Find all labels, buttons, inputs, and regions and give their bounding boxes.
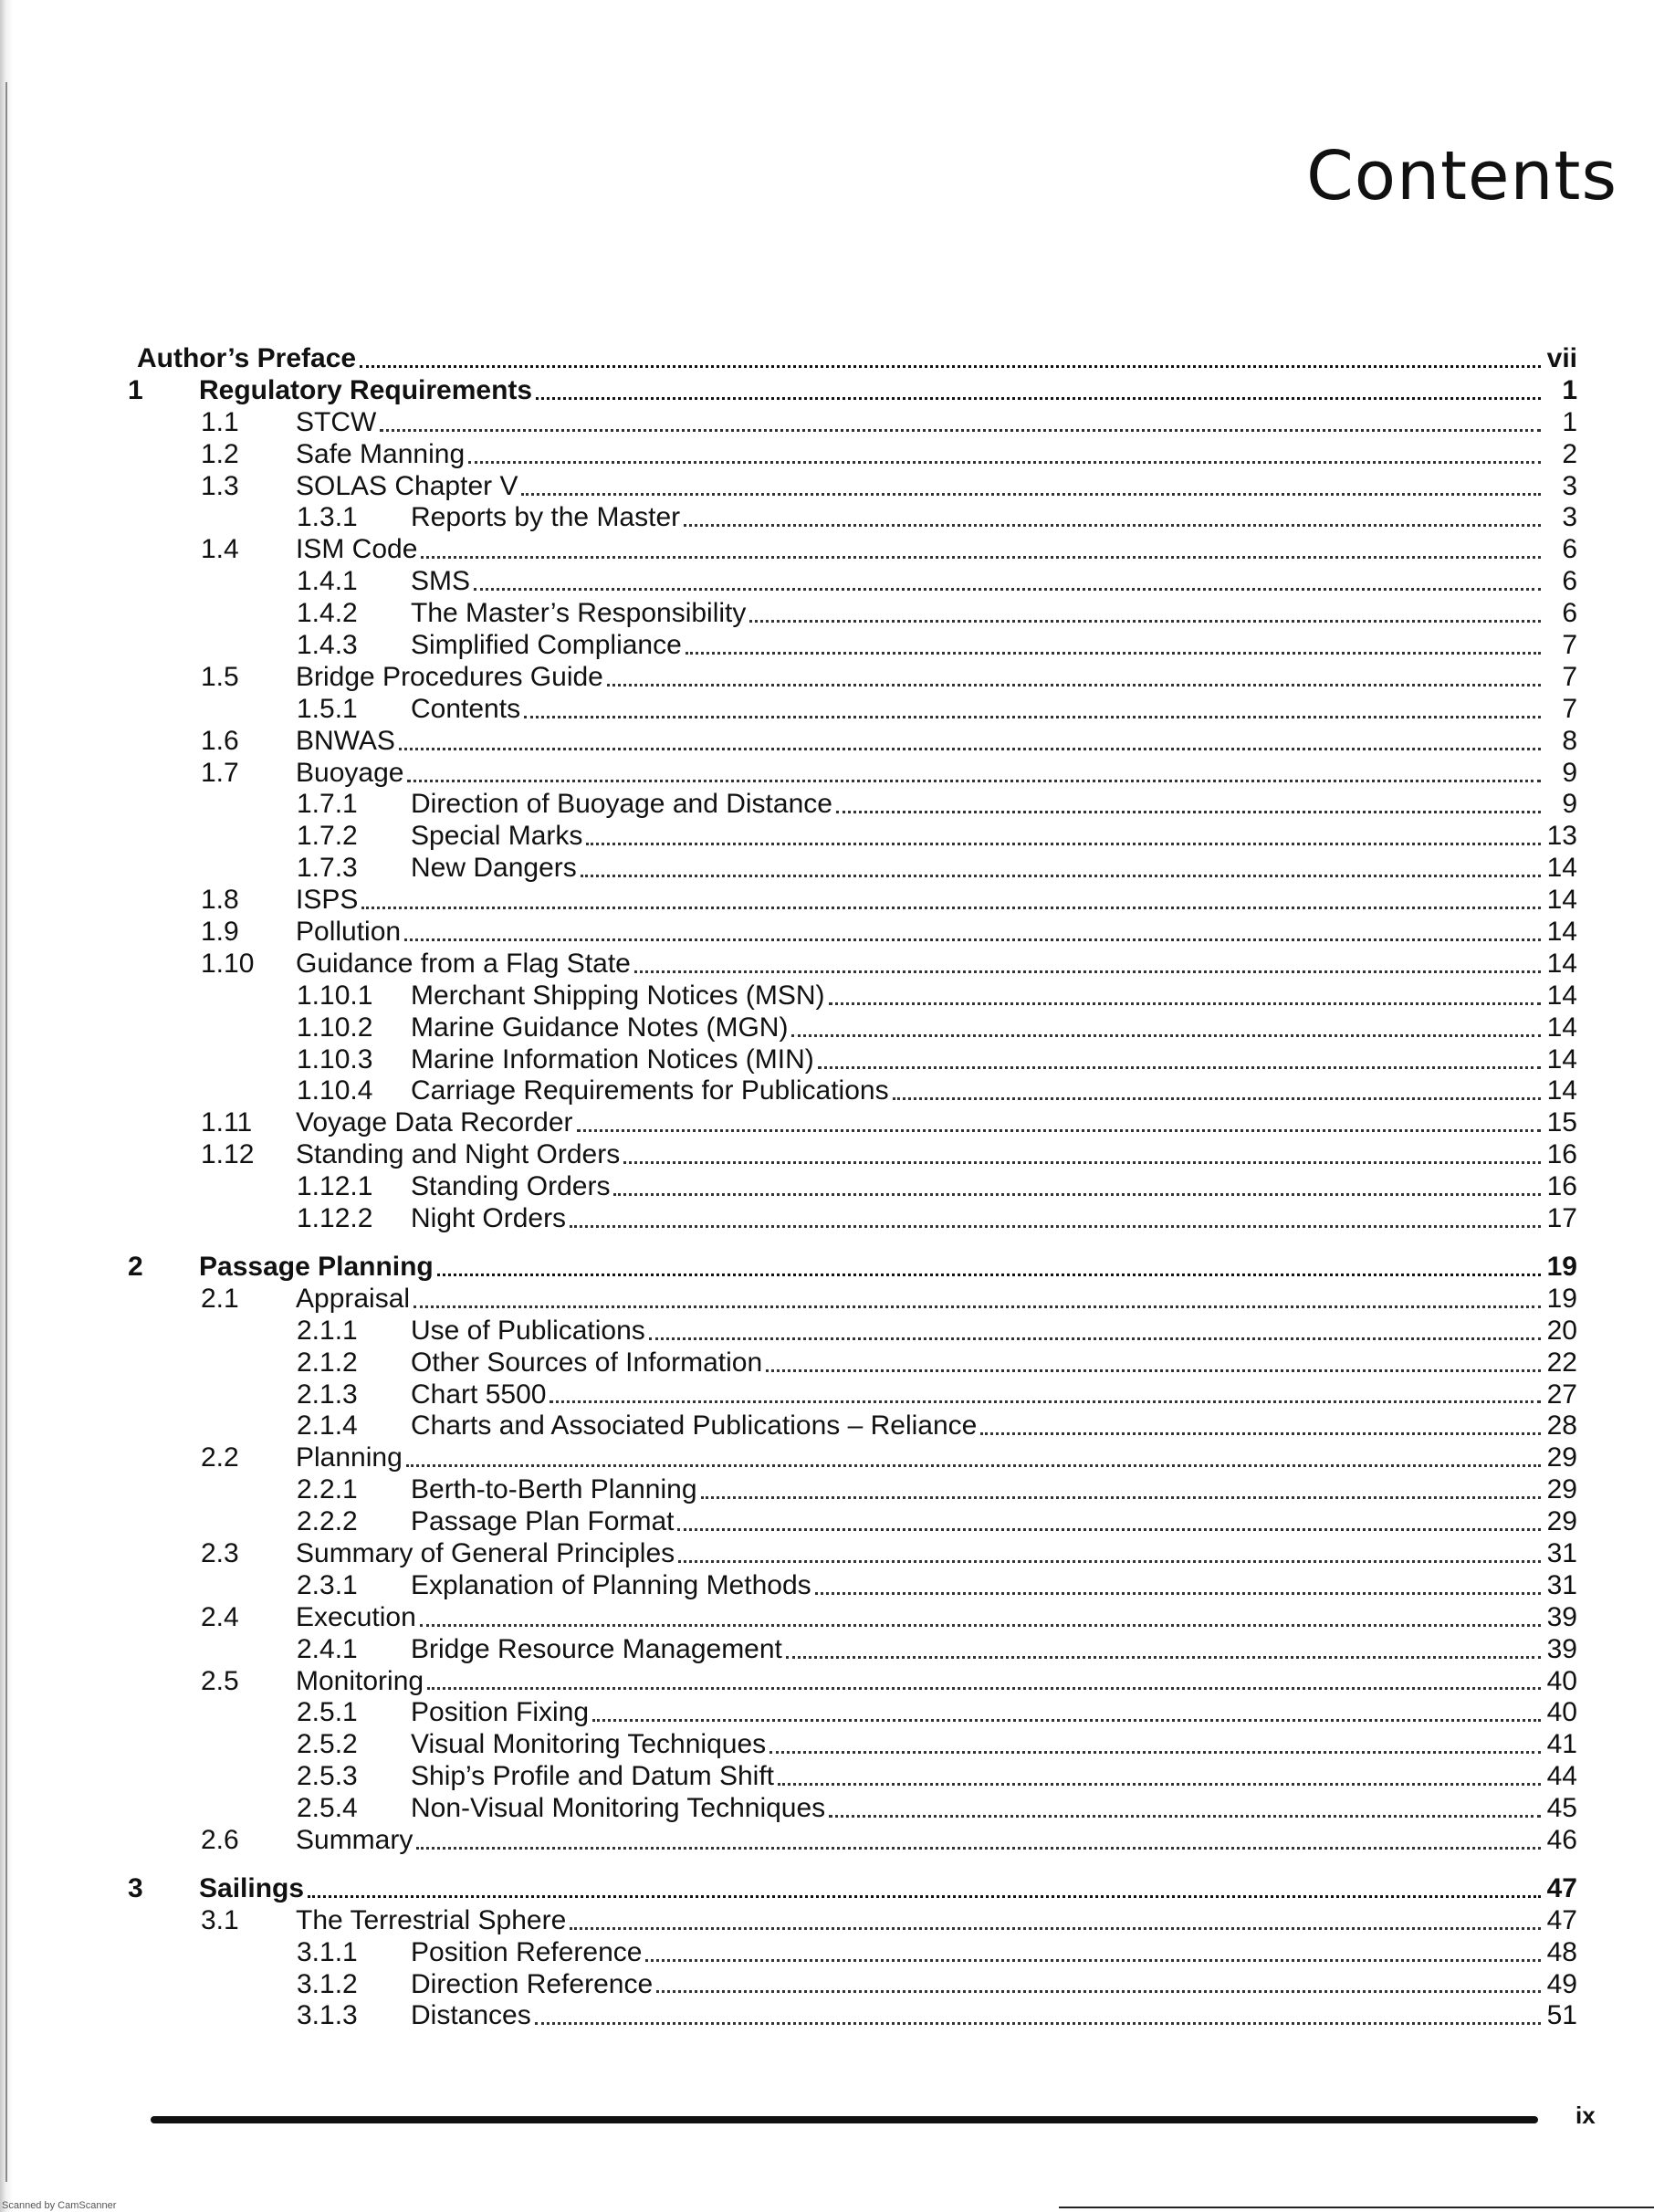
toc-entry-row[interactable] [137, 1442, 1577, 1474]
toc-entry-number: 2.2.1 [297, 1474, 358, 1505]
toc-entry-row[interactable] [137, 1506, 1577, 1538]
toc-entry-number: 1.7.3 [297, 853, 358, 884]
toc-entry-number: 3.1.1 [297, 1936, 358, 1967]
toc-entry-title: Night Orders [411, 1203, 567, 1234]
toc-entry-page: 39 [1546, 1633, 1577, 1664]
toc-entry-title: Reports by the Master [411, 502, 681, 533]
toc-entry-row[interactable] [137, 439, 1577, 471]
toc-entry-page: 40 [1546, 1665, 1577, 1696]
toc-dot-leader [536, 397, 1541, 400]
toc-dot-leader [684, 524, 1541, 527]
toc-entry-number: 2.3.1 [297, 1569, 358, 1600]
toc-entry-row[interactable] [137, 821, 1577, 853]
toc-entry-number: 2.1.1 [297, 1315, 358, 1346]
toc-entry-title: Appraisal [296, 1283, 411, 1314]
toc-entry-number: 1.4 [201, 534, 239, 565]
toc-entry-row[interactable] [137, 662, 1577, 694]
toc-entry-title: Author’s Preface [137, 343, 357, 373]
toc-dot-leader [474, 588, 1541, 591]
toc-entry-row[interactable] [137, 1107, 1577, 1139]
toc-entry-row[interactable] [137, 917, 1577, 949]
toc-entry-row[interactable] [137, 853, 1577, 885]
toc-entry-row[interactable] [137, 949, 1577, 980]
toc-entry-number: 1.3.1 [297, 502, 358, 533]
toc-entry-title: Merchant Shipping Notices (MSN) [411, 980, 825, 1011]
toc-entry-page: 3 [1562, 470, 1577, 501]
toc-dot-leader [791, 1034, 1541, 1037]
toc-entry-number: 1.11 [201, 1107, 253, 1138]
toc-entry-title: Pollution [296, 917, 402, 948]
toc-entry-title: Summary of General Principles [296, 1537, 675, 1568]
toc-entry-number: 1.8 [201, 885, 239, 916]
toc-dot-leader [836, 811, 1541, 813]
toc-chapter-row[interactable] [128, 1872, 1577, 1905]
toc-dot-leader [623, 1161, 1541, 1164]
toc-dot-leader [570, 1927, 1541, 1930]
toc-entry-number: 1.5 [201, 661, 239, 692]
toc-entry-page: 6 [1562, 566, 1577, 597]
toc-dot-leader [678, 1560, 1541, 1563]
toc-entry-page: 51 [1546, 2000, 1577, 2031]
toc-entry-row[interactable] [137, 1793, 1577, 1825]
toc-entry-page: 19 [1546, 1283, 1577, 1314]
toc-entry-row[interactable] [137, 1634, 1577, 1666]
toc-entry-number: 1.2 [201, 438, 239, 469]
toc-entry-page: 9 [1562, 789, 1577, 820]
toc-entry-title: Direction Reference [411, 1968, 654, 1999]
toc-dot-leader [786, 1656, 1541, 1659]
toc-entry-page: 3 [1562, 502, 1577, 533]
scan-bottom-rule [1059, 2207, 1654, 2208]
toc-entry-title: Passage Planning [199, 1251, 434, 1282]
toc-dot-leader [570, 1225, 1541, 1228]
toc-entry-number: 2.5 [201, 1665, 239, 1696]
toc-dot-leader [581, 875, 1541, 877]
toc-entry-page: 14 [1546, 917, 1577, 948]
toc-dot-leader [380, 429, 1541, 432]
toc-entry-number: 1.7 [201, 757, 239, 788]
toc-entry-number: 1.10.2 [297, 1012, 373, 1043]
toc-entry-row[interactable] [137, 1012, 1577, 1044]
toc-entry-page: 6 [1562, 534, 1577, 565]
scanner-mark: Scanned by CamScanner [2, 2200, 117, 2211]
toc-entry-page: 7 [1562, 661, 1577, 692]
toc-dot-leader [550, 1400, 1541, 1403]
toc-dot-leader [645, 1959, 1541, 1962]
toc-entry-number: 2.2 [201, 1442, 239, 1473]
toc-entry-title: Marine Information Notices (MIN) [411, 1043, 814, 1075]
toc-entry-page: 45 [1546, 1793, 1577, 1824]
toc-entry-row[interactable] [137, 598, 1577, 630]
toc-entry-title: Chart 5500 [411, 1379, 547, 1410]
toc-gap [137, 1857, 1577, 1873]
toc-entry-number: 1.7.1 [297, 789, 358, 820]
toc-entry-page: 19 [1546, 1251, 1577, 1282]
toc-chapter-row[interactable] [128, 374, 1577, 407]
toc-entry-number: 2 [128, 1251, 143, 1282]
toc-entry-number: 2.4 [201, 1601, 239, 1632]
toc-entry-row[interactable] [137, 1937, 1577, 1969]
toc-entry-row[interactable] [137, 726, 1577, 758]
toc-entry-number: 2.3 [201, 1537, 239, 1568]
toc-dot-leader [360, 365, 1541, 368]
toc-entry-title: Regulatory Requirements [199, 374, 533, 405]
toc-entry-row[interactable] [137, 1139, 1577, 1171]
toc-entry-row[interactable] [137, 407, 1577, 439]
toc-entry-number: 3.1 [201, 1904, 239, 1935]
toc-entry-row[interactable] [137, 1474, 1577, 1506]
toc-entry-page: 40 [1546, 1697, 1577, 1728]
toc-entry-title: Bridge Resource Management [411, 1633, 782, 1664]
toc-entry-page: 17 [1546, 1203, 1577, 1234]
toc-entry-title: Special Marks [411, 821, 583, 852]
toc-entry-number: 1.3 [201, 470, 239, 501]
toc-entry-number: 1.10 [201, 948, 255, 979]
toc-dot-leader [778, 1783, 1541, 1786]
scan-edge [0, 0, 13, 2212]
toc-entry-page: 7 [1562, 630, 1577, 661]
toc-entry-number: 2.4.1 [297, 1633, 358, 1664]
toc-entry-title: Position Reference [411, 1936, 643, 1967]
toc-dot-leader [686, 652, 1541, 655]
toc-entry-number: 1.6 [201, 725, 239, 756]
toc-entry-row[interactable] [137, 1203, 1577, 1235]
toc-entry-row[interactable] [137, 1044, 1577, 1076]
toc-entry-row[interactable] [137, 1666, 1577, 1698]
toc-entry-row[interactable] [137, 980, 1577, 1012]
toc-entry-title: Charts and Associated Publications – Reliance [411, 1410, 978, 1441]
toc-dot-leader [607, 684, 1541, 687]
toc-dot-leader [749, 620, 1541, 623]
toc-dot-leader [427, 1687, 1541, 1690]
toc-entry-page: 22 [1546, 1347, 1577, 1378]
toc-entry-title: Simplified Compliance [411, 630, 682, 661]
toc-dot-leader [815, 1592, 1541, 1595]
toc-entry-number: 3.1.3 [297, 2000, 358, 2031]
toc-dot-leader [420, 1624, 1541, 1627]
toc-entry-title: Use of Publications [411, 1315, 645, 1346]
toc-entry-number: 1.12.2 [297, 1203, 373, 1234]
toc-entry-title: Execution [296, 1601, 416, 1632]
toc-entry-title: Berth-to-Berth Planning [411, 1474, 697, 1505]
toc-dot-leader [407, 780, 1541, 782]
toc-entry-row[interactable] [137, 1075, 1577, 1107]
toc-entry-number: 1.7.2 [297, 821, 358, 852]
toc-entry-page: 6 [1562, 598, 1577, 629]
toc-entry-page: 2 [1562, 438, 1577, 469]
toc-entry-number: 2.1 [201, 1283, 239, 1314]
toc-entry-page: 20 [1546, 1315, 1577, 1346]
toc-entry-row[interactable] [137, 471, 1577, 503]
toc-entry-title: New Dangers [411, 853, 577, 884]
toc-entry-row[interactable] [137, 2000, 1577, 2032]
toc-dot-leader [829, 1815, 1541, 1818]
toc-entry-title: Carriage Requirements for Publications [411, 1075, 889, 1106]
toc-entry-page: 14 [1546, 1075, 1577, 1106]
toc-entry-row[interactable] [137, 630, 1577, 662]
toc-dot-leader [521, 493, 1541, 496]
toc-entry-title: SMS [411, 566, 471, 597]
toc-entry-row[interactable] [137, 694, 1577, 726]
toc-entry-page: vii [1546, 343, 1577, 373]
toc-entry-title: Other Sources of Information [411, 1347, 763, 1378]
scan-edge-line [5, 82, 7, 2182]
toc-entry-number: 1.1 [201, 406, 239, 437]
toc-entry-page: 14 [1546, 980, 1577, 1011]
toc-dot-leader [613, 1193, 1541, 1196]
toc-entry-page: 41 [1546, 1729, 1577, 1760]
toc-entry-number: 1.10.3 [297, 1043, 373, 1075]
toc-entry-page: 29 [1546, 1506, 1577, 1537]
toc-entry-row[interactable] [137, 1316, 1577, 1347]
toc-entry-number: 2.2.2 [297, 1506, 358, 1537]
toc-entry-title: BNWAS [296, 725, 395, 756]
toc-dot-leader [416, 1847, 1541, 1850]
toc-entry-page: 48 [1546, 1936, 1577, 1967]
toc-dot-leader [437, 1274, 1541, 1276]
toc-entry-number: 2.1.2 [297, 1347, 358, 1378]
toc-dot-leader [677, 1528, 1541, 1531]
toc-entry-row[interactable] [137, 1761, 1577, 1793]
toc-entry-page: 14 [1546, 1012, 1577, 1043]
toc-entry-title: STCW [296, 406, 377, 437]
toc-entry-title: Buoyage [296, 757, 404, 788]
toc-entry-page: 29 [1546, 1474, 1577, 1505]
toc-entry-row[interactable] [137, 1570, 1577, 1602]
toc-entry-row[interactable] [137, 1697, 1577, 1729]
toc-entry-page: 8 [1562, 725, 1577, 756]
toc-entry-page: 14 [1546, 885, 1577, 916]
toc-entry-number: 2.1.3 [297, 1379, 358, 1410]
toc-dot-leader [893, 1097, 1541, 1100]
toc-entry-page: 39 [1546, 1601, 1577, 1632]
toc-entry-title: The Terrestrial Sphere [296, 1904, 567, 1935]
toc-entry-number: 1.9 [201, 917, 239, 948]
toc-entry-page: 46 [1546, 1824, 1577, 1855]
toc-entry-title: Bridge Procedures Guide [296, 661, 603, 692]
toc-entry-page: 47 [1546, 1904, 1577, 1935]
toc-dot-leader [468, 461, 1541, 464]
toc-dot-leader [421, 556, 1541, 559]
toc-entry-number: 3 [128, 1872, 143, 1903]
toc-dot-leader [656, 1990, 1541, 1993]
toc-chapter-row[interactable] [128, 1251, 1577, 1284]
toc-entry-row[interactable] [137, 1602, 1577, 1634]
toc-chapter-row[interactable] [137, 343, 1577, 375]
toc-entry-row[interactable] [137, 885, 1577, 917]
toc-entry-title: Visual Monitoring Techniques [411, 1729, 767, 1760]
toc-entry-row[interactable] [137, 534, 1577, 566]
toc-entry-title: Summary [296, 1824, 414, 1855]
toc-entry-page: 16 [1546, 1171, 1577, 1202]
toc-entry-page: 16 [1546, 1139, 1577, 1170]
toc-entry-title: Direction of Buoyage and Distance [411, 789, 832, 820]
toc-dot-leader [592, 1719, 1541, 1722]
toc-entry-title: Voyage Data Recorder [296, 1107, 573, 1138]
toc-dot-leader [769, 1751, 1541, 1754]
toc-entry-row[interactable] [137, 1171, 1577, 1203]
toc-entry-page: 31 [1546, 1537, 1577, 1568]
toc-dot-leader [406, 1464, 1541, 1467]
toc-entry-title: Passage Plan Format [411, 1506, 675, 1537]
toc-dot-leader [308, 1895, 1541, 1898]
toc-entry-title: Planning [296, 1442, 403, 1473]
toc-entry-number: 1.12.1 [297, 1171, 373, 1202]
toc-entry-title: Sailings [199, 1872, 305, 1903]
toc-dot-leader [701, 1496, 1541, 1499]
toc-entry-number: 2.1.4 [297, 1410, 358, 1441]
toc-entry-page: 31 [1546, 1569, 1577, 1600]
toc-dot-leader [829, 1002, 1541, 1005]
toc-entry-title: Safe Manning [296, 438, 466, 469]
toc-entry-page: 14 [1546, 853, 1577, 884]
footer-rule [151, 2116, 1538, 2123]
toc-entry-row[interactable] [137, 1825, 1577, 1857]
toc-entry-number: 3.1.2 [297, 1968, 358, 1999]
toc-entry-number: 2.5.4 [297, 1793, 358, 1824]
toc-entry-number: 1.4.3 [297, 630, 358, 661]
toc-entry-number: 1.12 [201, 1139, 255, 1170]
toc-entry-title: The Master’s Responsibility [411, 598, 747, 629]
toc-dot-leader [361, 907, 1541, 909]
toc-entry-row[interactable] [137, 1905, 1577, 1937]
toc-entry-page: 1 [1562, 406, 1577, 437]
toc-entry-title: Standing Orders [411, 1171, 611, 1202]
toc-entry-title: Standing and Night Orders [296, 1139, 621, 1170]
toc-entry-page: 44 [1546, 1761, 1577, 1792]
toc-entry-title: ISM Code [296, 534, 418, 565]
toc-entry-row[interactable] [137, 502, 1577, 534]
toc-entry-row[interactable] [137, 566, 1577, 598]
toc-entry-number: 1 [128, 374, 143, 405]
toc-entry-row[interactable] [137, 1538, 1577, 1570]
toc-entry-title: Marine Guidance Notes (MGN) [411, 1012, 789, 1043]
page-number: ix [1575, 2102, 1596, 2129]
toc-entry-title: Guidance from a Flag State [296, 948, 631, 979]
toc-entry-page: 14 [1546, 1043, 1577, 1075]
toc-entry-page: 13 [1546, 821, 1577, 852]
toc-entry-page: 28 [1546, 1410, 1577, 1441]
toc-entry-page: 27 [1546, 1379, 1577, 1410]
toc-entry-page: 29 [1546, 1442, 1577, 1473]
toc-entry-row[interactable] [137, 1347, 1577, 1379]
toc-dot-leader [649, 1337, 1541, 1340]
toc-entry-row[interactable] [137, 1969, 1577, 2001]
toc-entry-row[interactable] [137, 758, 1577, 790]
toc-entry-title: Distances [411, 2000, 531, 2031]
toc-entry-number: 2.6 [201, 1824, 239, 1855]
toc-dot-leader [577, 1129, 1541, 1132]
toc-dot-leader [535, 2022, 1541, 2025]
toc-entry-page: 9 [1562, 757, 1577, 788]
toc-dot-leader [818, 1066, 1541, 1069]
toc-entry-number: 2.5.2 [297, 1729, 358, 1760]
toc-dot-leader [634, 970, 1541, 973]
toc-entry-row[interactable] [137, 1284, 1577, 1316]
toc-entry-row[interactable] [137, 789, 1577, 821]
toc-entry-title: Monitoring [296, 1665, 424, 1696]
toc-gap [137, 1235, 1577, 1252]
toc-dot-leader [586, 843, 1541, 845]
toc-dot-leader [404, 938, 1541, 941]
toc-entry-number: 1.5.1 [297, 693, 358, 724]
toc-entry-number: 2.5.1 [297, 1697, 358, 1728]
toc-entry-number: 2.5.3 [297, 1761, 358, 1792]
toc-entry-page: 15 [1546, 1107, 1577, 1138]
page-title: Contents [1306, 137, 1617, 215]
toc-entry-number: 1.10.1 [297, 980, 373, 1011]
toc-entry-title: SOLAS Chapter V [296, 470, 518, 501]
table-of-contents [128, 343, 1577, 2032]
toc-dot-leader [524, 716, 1541, 718]
toc-entry-page: 49 [1546, 1968, 1577, 1999]
toc-entry-page: 1 [1562, 374, 1577, 405]
toc-entry-number: 1.10.4 [297, 1075, 373, 1106]
toc-dot-leader [766, 1369, 1541, 1372]
toc-entry-row[interactable] [137, 1410, 1577, 1442]
toc-entry-title: Non-Visual Monitoring Techniques [411, 1793, 826, 1824]
toc-dot-leader [980, 1432, 1541, 1435]
toc-entry-row[interactable] [137, 1379, 1577, 1411]
toc-dot-leader [414, 1305, 1541, 1308]
toc-entry-title: ISPS [296, 885, 359, 916]
toc-entry-title: Ship’s Profile and Datum Shift [411, 1761, 774, 1792]
toc-entry-title: Explanation of Planning Methods [411, 1569, 811, 1600]
toc-entry-page: 7 [1562, 693, 1577, 724]
toc-entry-title: Position Fixing [411, 1697, 590, 1728]
toc-entry-row[interactable] [137, 1729, 1577, 1761]
toc-entry-page: 47 [1546, 1872, 1577, 1903]
toc-entry-title: Contents [411, 693, 521, 724]
toc-entry-page: 14 [1546, 948, 1577, 979]
toc-dot-leader [399, 748, 1541, 750]
toc-entry-number: 1.4.1 [297, 566, 358, 597]
toc-entry-number: 1.4.2 [297, 598, 358, 629]
